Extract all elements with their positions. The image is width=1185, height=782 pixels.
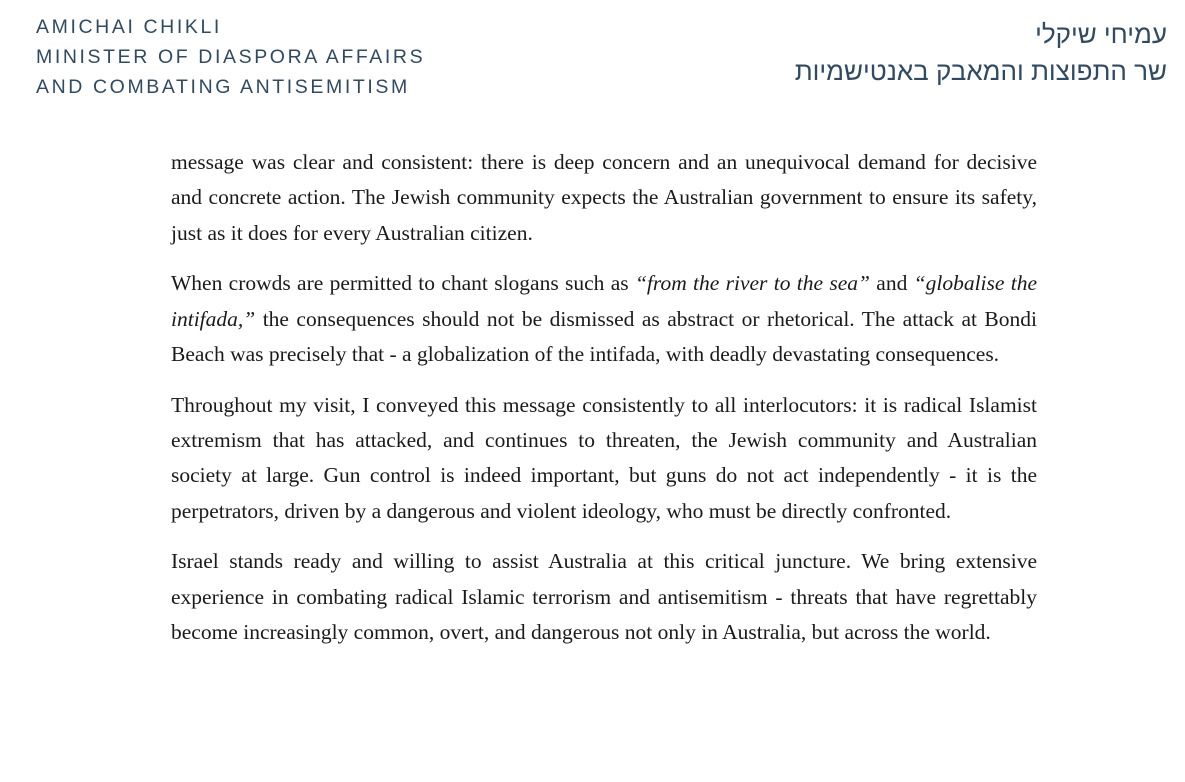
paragraph-1: message was clear and consistent: there is deep concern and an unequivocal demand for decisive and concrete action. The Jewish community expects the Australian government to ensure its safety, just as it does for every Australian citizen. <box>171 150 1037 245</box>
paragraph-2-text-1: When crowds are permitted to chant slogans such as <box>171 271 635 296</box>
paragraph-2-text-3: the consequences should not be dismissed as abstract or rhetorical. The attack at Bondi Beach was precisely that - a globalization of the intifada, with deadly devastating consequences. <box>171 306 1037 366</box>
quote-river-to-sea: “from the river to the sea” <box>634 271 870 296</box>
paragraph-4: Israel stands ready and willing to assist Australia at this critical juncture. We bring extensive experience in combating radical Islamic terrorism and antisemitism - threats that have regrettably become increasingly common, overt, and dangerous not only in Australia, but across the world. <box>171 549 1037 645</box>
letter-body <box>171 145 1037 666</box>
minister-title-line-2: AND COMBATING ANTISEMITISM <box>36 76 410 98</box>
minister-name-hebrew: עמיחי שיקלי <box>1035 19 1167 49</box>
letterhead-hebrew <box>795 15 1167 89</box>
quote-globalise-intifada: “globalise the intifada,” <box>171 271 1038 331</box>
letterhead-english <box>36 12 425 102</box>
paragraph-3: Throughout my visit, I conveyed this message consistently to all interlocutors: it is radical Islamist extremism that has attacked, and continues to threaten, the Jewish community and Australian society at large. Gun control is indeed important, but guns do not act independently - it is the perpetrators, driven by a dangerous and violent ideology, who must be directly confronted. <box>171 392 1037 523</box>
minister-title-hebrew: שר התפוצות והמאבק באנטישמיות <box>794 56 1167 86</box>
paragraph-2-text-2: and <box>869 271 914 296</box>
minister-title-line-1: MINISTER OF DIASPORA AFFAIRS <box>36 46 426 68</box>
paragraph-2 <box>171 266 1037 372</box>
minister-name: AMICHAI CHIKLI <box>36 16 222 38</box>
